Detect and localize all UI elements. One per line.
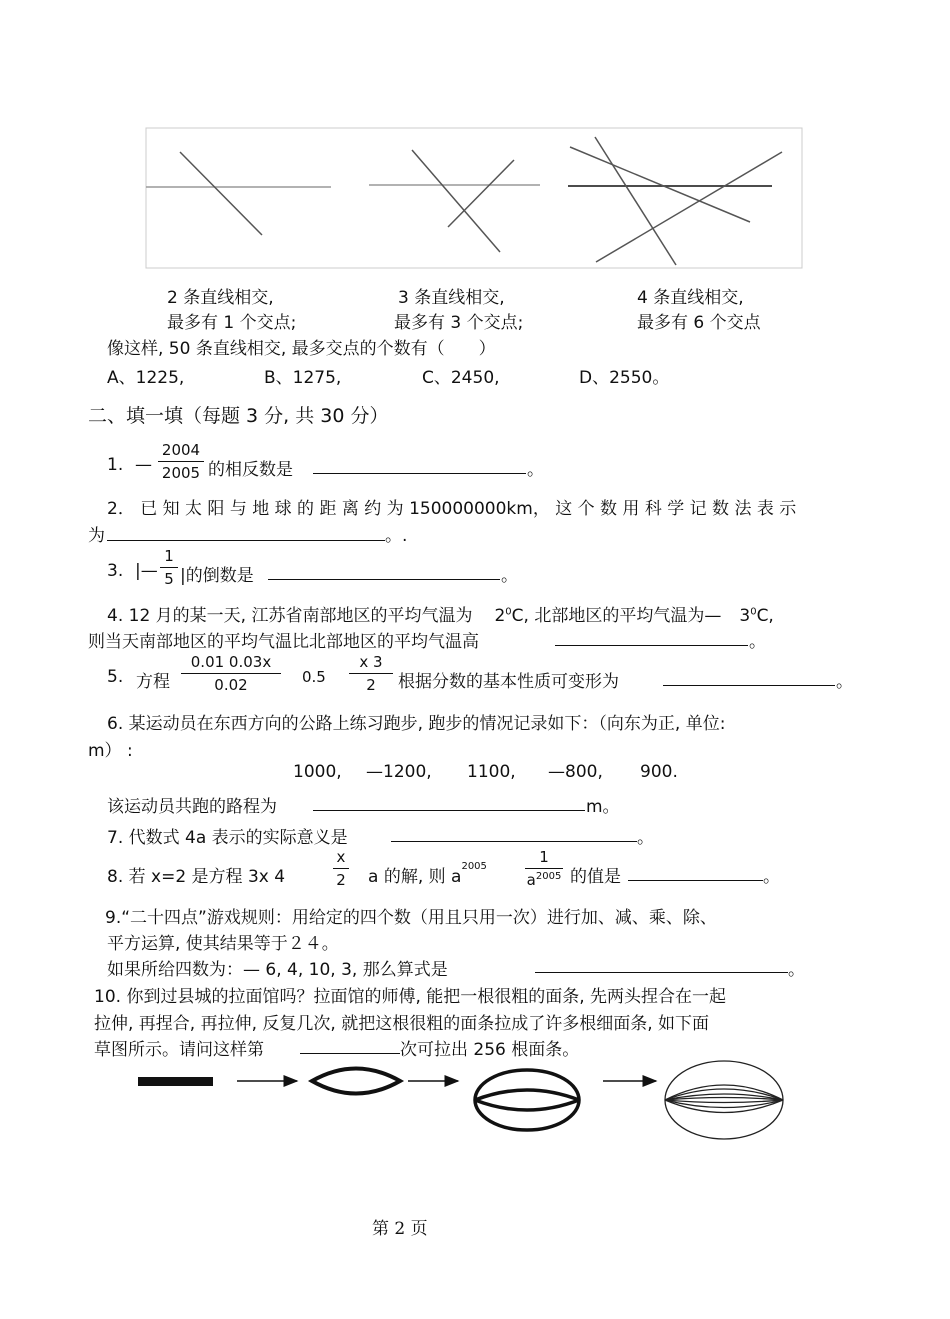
q9-line2: 平方运算, 使其结果等于２４。 — [107, 934, 339, 954]
q4-line1-b: C, 北部地区的平均气温为— — [511, 606, 722, 626]
q8-end: 。 — [763, 867, 780, 887]
q4-end: 。 — [749, 632, 766, 652]
q5-mid: 0.5 — [302, 668, 326, 686]
q5-numerator-2: x 3 — [359, 653, 383, 671]
q4-south-temp: 2 — [494, 606, 506, 626]
option-a: A、1225, — [107, 368, 185, 388]
q8-den-exp: 2005 — [535, 871, 562, 882]
two-noodles — [312, 1069, 400, 1094]
q2-line2-start: 为 — [88, 526, 105, 546]
q10-line2: 拉伸, 再捏合, 再拉伸, 反复几次, 就把这根很粗的面条拉成了许多根细面条, 如下面 — [94, 1014, 710, 1034]
q4-line1-a: 4. 12 月的某一天, 江苏省南部地区的平均气温为 — [107, 606, 473, 626]
intersecting-lines-figure — [0, 0, 950, 280]
q5-end: 。 — [836, 672, 853, 692]
q10-line1: 10. 你到过县城的拉面馆吗？拉面馆的师傅, 能把一根很粗的面条, 先两头捏合在一起 — [94, 987, 727, 1007]
q6-value-3: 1100, — [467, 762, 516, 782]
q3-fraction — [160, 547, 178, 588]
q9-line3: 如果所给四数为：— 6, 4, 10, 3, 那么算式是 — [107, 960, 448, 980]
q8-fraction-a — [525, 848, 563, 889]
option-b: B、1275, — [264, 368, 342, 388]
q9-end: 。 — [788, 960, 805, 980]
q10-line3-a: 草图所示。请问这样第 — [94, 1040, 264, 1060]
q8-part-a: 8. 若 x=2 是方程 3x 4 — [107, 867, 286, 887]
q5-denominator-1: 0.02 — [214, 676, 248, 694]
q7-answer-blank[interactable] — [391, 841, 637, 842]
q4-north-temp: 3 — [739, 606, 751, 626]
q6-value-5: 900. — [640, 762, 678, 782]
fig2-diagonal-line-a — [412, 150, 500, 252]
q1-answer-blank[interactable] — [313, 473, 526, 474]
q1-minus: — — [135, 455, 152, 475]
caption-3-line1: 4 条直线相交, — [637, 288, 744, 308]
q6-answer-blank[interactable] — [313, 810, 585, 811]
q2-line1: 2． 已 知 太 阳 与 地 球 的 距 离 约 为 150000000km， 这 个 数 用 科 学 记 数 法 表 示 — [107, 499, 797, 519]
fig2-diagonal-line-b — [448, 160, 514, 227]
q6-line1: 6. 某运动员在东西方向的公路上练习跑步, 跑步的情况记录如下：（向东为正, 单位: — [107, 714, 726, 734]
q4-degree-2: 0 — [750, 606, 757, 618]
caption-1-line1: 2 条直线相交, — [167, 288, 274, 308]
q6-value-2: —1200, — [366, 762, 432, 782]
q4-answer-blank[interactable] — [555, 645, 748, 646]
fig3-diagonal-line-a — [595, 137, 676, 265]
caption-3-line2: 最多有 6 个交点 — [637, 313, 761, 333]
q9-line1: 9.“二十四点”游戏规则：用给定的四个数（用且只用一次）进行加、减、乘、除、 — [105, 908, 717, 928]
q8-part-c: 的值是 — [570, 867, 621, 887]
lines-question-stem: 像这样, 50 条直线相交, 最多交点的个数有（ ） — [107, 339, 496, 359]
q6-unit: m。 — [586, 797, 620, 817]
q2-answer-blank[interactable] — [107, 540, 385, 541]
q5-answer-blank[interactable] — [663, 685, 835, 686]
q6-value-1: 1000, — [293, 762, 342, 782]
section-title: 二、填一填（每题 3 分, 共 30 分） — [88, 405, 389, 427]
q8-answer-blank[interactable] — [628, 880, 763, 881]
q6-line4: 该运动员共跑的路程为 — [107, 797, 277, 817]
q1-numerator: 2004 — [161, 441, 201, 459]
option-d: D、2550。 — [579, 368, 670, 388]
q1-fraction — [158, 441, 204, 482]
q8-fraction-x — [333, 848, 349, 889]
caption-1-line2: 最多有 1 个交点; — [167, 313, 297, 333]
q5-number: 5. — [107, 667, 124, 687]
q8-part-b — [368, 862, 487, 887]
q1-text: 的相反数是 — [208, 460, 293, 480]
noodle-stretch-figure — [0, 1060, 950, 1160]
q3-end: 。 — [501, 566, 518, 586]
q4-line1-c: C, — [756, 606, 774, 626]
q10-answer-blank[interactable] — [300, 1053, 400, 1054]
fig1-diagonal-line — [180, 152, 262, 235]
q5-numerator-1: 0.01 0.03x — [190, 653, 272, 671]
q9-answer-blank[interactable] — [535, 972, 788, 973]
q6-value-4: —800, — [548, 762, 603, 782]
q7-end: 。 — [637, 828, 654, 848]
page-number: 第 2 页 — [372, 1219, 428, 1239]
q8-part-b-text: a 的解, 则 a — [368, 867, 462, 887]
q3-answer-blank[interactable] — [268, 579, 500, 580]
fig3-diagonal-line-c — [596, 152, 782, 262]
q4-line1 — [107, 601, 774, 626]
q2-end: 。. — [385, 526, 408, 546]
eight-noodles — [665, 1061, 783, 1139]
q8-exponent: 2005 — [461, 861, 487, 873]
q3-number: 3. — [107, 561, 124, 581]
q8-one: 1 — [539, 848, 549, 866]
q7-text: 7. 代数式 4a 表示的实际意义是 — [107, 828, 348, 848]
q8-frac-numerator: x — [336, 848, 346, 866]
caption-2-line2: 最多有 3 个交点; — [394, 313, 524, 333]
q1-end: 。 — [527, 460, 544, 480]
option-c: C、2450, — [422, 368, 500, 388]
four-noodles — [475, 1070, 579, 1130]
q4-line2: 则当天南部地区的平均气温比北部地区的平均气温高 — [88, 632, 479, 652]
q5-text: 根据分数的基本性质可变形为 — [398, 672, 619, 692]
q5-label: 方程 — [136, 672, 170, 692]
caption-2-line1: 3 条直线相交, — [398, 288, 505, 308]
q3-numerator: 1 — [164, 547, 174, 565]
q3-prefix: |— — [135, 561, 158, 581]
q4-degree-1: 0 — [505, 606, 512, 618]
q8-den-a: a — [526, 871, 536, 889]
q8-frac-denominator: 2 — [336, 871, 346, 889]
q10-line3-b: 次可拉出 256 根面条。 — [400, 1040, 580, 1060]
q1-denominator: 2005 — [161, 464, 201, 482]
q5-denominator-2: 2 — [366, 676, 376, 694]
q1-number: 1. — [107, 455, 124, 475]
q6-line2: m） : — [88, 741, 133, 761]
thick-noodle — [138, 1077, 213, 1086]
fig3-diagonal-line-b — [570, 147, 750, 222]
q5-fraction-2 — [349, 653, 393, 694]
q3-denominator: 5 — [164, 570, 174, 588]
q3-text: |的倒数是 — [180, 566, 254, 586]
q5-fraction-1 — [181, 653, 281, 694]
